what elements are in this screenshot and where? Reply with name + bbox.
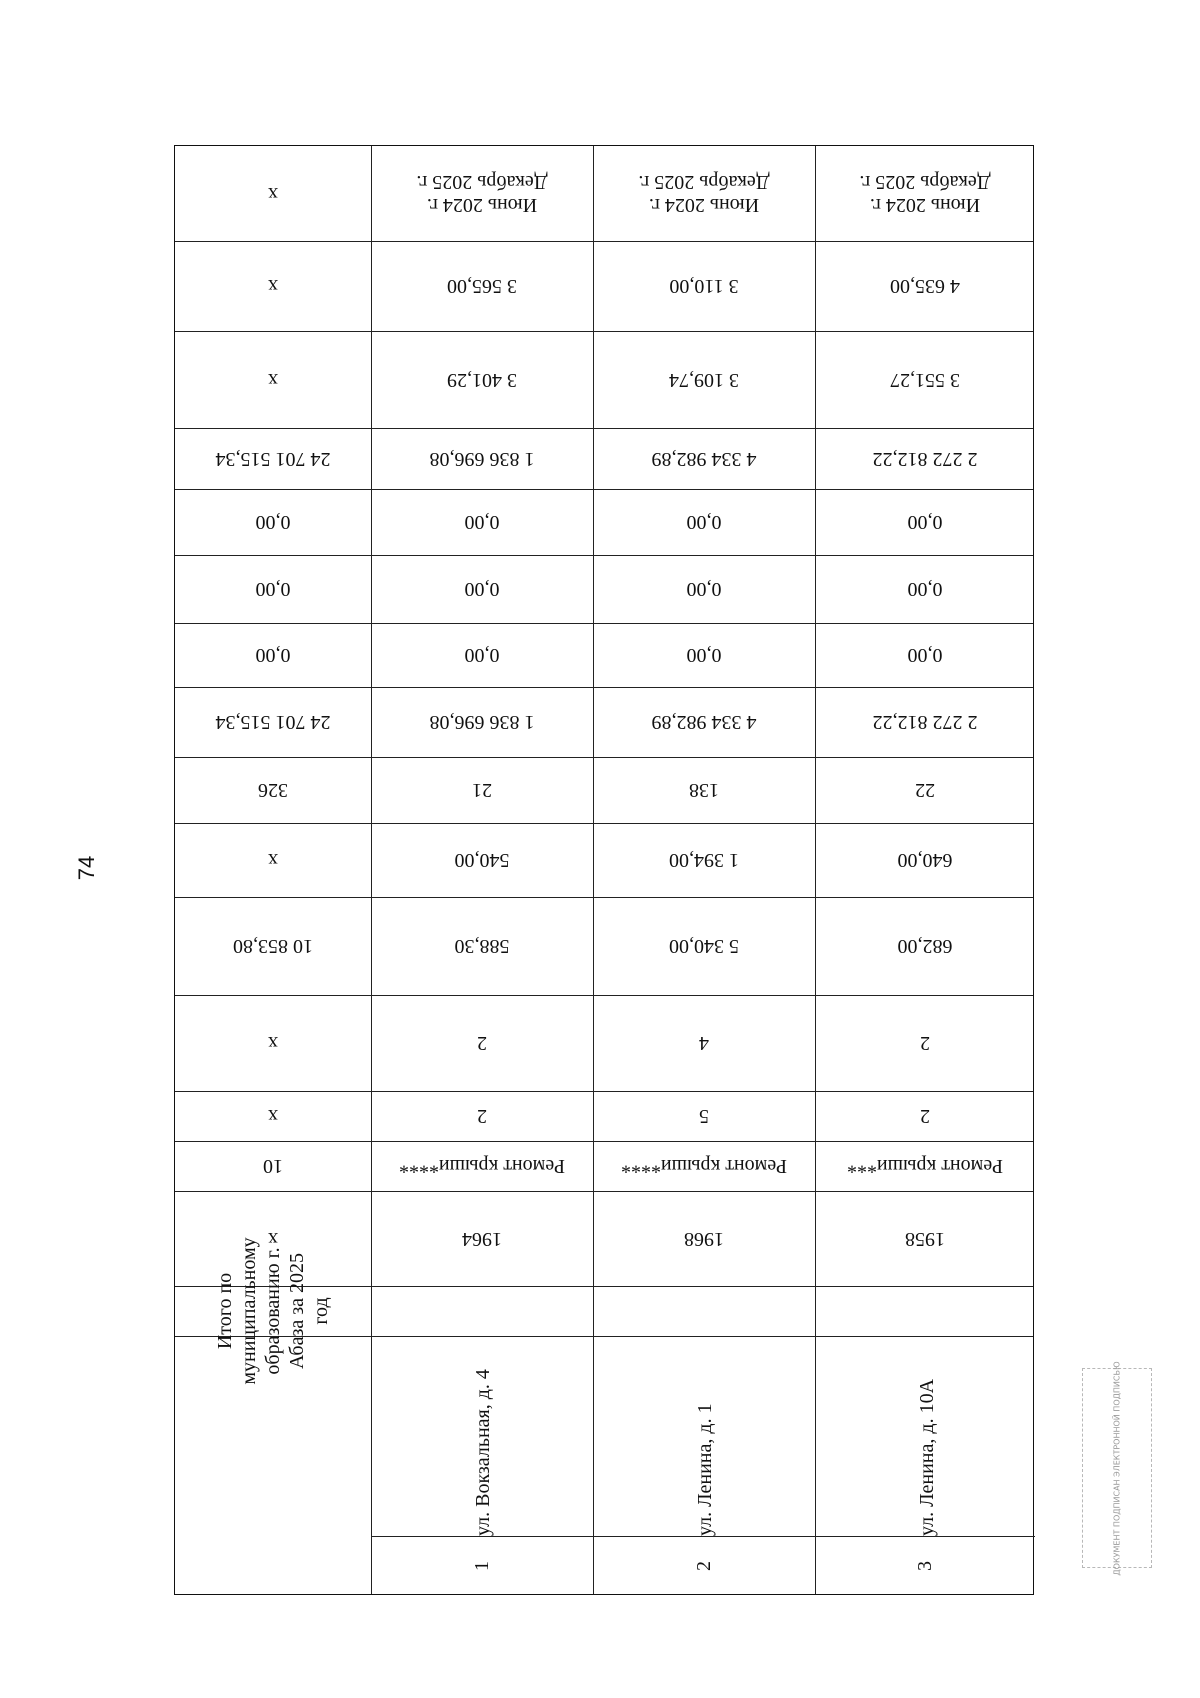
row-2-number-cell: 2 <box>693 1561 715 1571</box>
total-period-cell: х <box>268 183 278 205</box>
row-3-z2-cell: 0,00 <box>907 578 943 601</box>
total-label-cell: Итого по муниципальному образованию г. Абаза за 2025 год <box>214 1237 332 1385</box>
row-1-sum2-cell: 1 836 696,08 <box>429 448 535 470</box>
row-2-sum1-cell: 4 334 982,89 <box>651 711 757 734</box>
row-3-area-cell: 682,00 <box>897 935 953 958</box>
row-2-rate-cell: 3 109,74 <box>669 369 739 391</box>
row-1-sum1-cell: 1 836 696,08 <box>429 711 535 734</box>
total-area-cell: 10 853,80 <box>233 935 313 958</box>
row-3-address-cell: ул. Ленина, д. 10А <box>916 1378 938 1536</box>
period-end: Декабрь 2025 г. <box>859 171 991 194</box>
row-2-area2-cell: 1 394,00 <box>669 849 739 872</box>
row-2-z2-cell: 0,00 <box>686 578 722 601</box>
period-end: Декабрь 2025 г. <box>416 171 548 194</box>
row-2-work-cell: Ремонт крыши**** <box>620 1155 788 1178</box>
capital-repair-table <box>174 145 1034 1595</box>
row-2-address-cell: ул. Ленина, д. 1 <box>694 1403 716 1536</box>
total-c1-cell: х <box>268 1105 278 1128</box>
row-2-year-cell: 1968 <box>684 1228 724 1250</box>
row-2-z3-cell: 0,00 <box>686 511 722 534</box>
row-1-address-cell: ул. Вокзальная, д. 4 <box>472 1369 494 1536</box>
row-3-c2-cell: 2 <box>920 1032 930 1055</box>
row-1-z3-cell: 0,00 <box>464 511 500 534</box>
total-c2-cell: х <box>268 1032 278 1055</box>
row-2-area-cell: 5 340,00 <box>669 935 739 958</box>
period-end: Декабрь 2025 г. <box>638 171 770 194</box>
row-1-limit-cell: 3 565,00 <box>447 275 517 298</box>
row-3-c1-cell: 2 <box>920 1105 930 1128</box>
electronic-signature-stamp <box>1082 1360 1152 1576</box>
total-sum2-cell: 24 701 515,34 <box>215 448 331 470</box>
total-limit-cell: х <box>268 275 278 298</box>
row-3-sum1-cell: 2 272 812,22 <box>872 711 978 734</box>
row-3-number-cell: 3 <box>914 1561 936 1571</box>
row-3-residents-cell: 22 <box>915 779 935 802</box>
total-work-cell: 10 <box>263 1155 283 1178</box>
row-3-rate-cell: 3 551,27 <box>890 369 960 391</box>
row-1-residents-cell: 21 <box>472 779 492 802</box>
total-residents-cell: 326 <box>258 779 288 802</box>
row-2-c1-cell: 5 <box>699 1105 709 1128</box>
row-2-period-cell <box>593 146 815 241</box>
row-1-z1-cell: 0,00 <box>464 644 500 667</box>
total-year-cell: х <box>268 1228 278 1250</box>
row-1-c2-cell: 2 <box>477 1032 487 1055</box>
period-start: Июнь 2024 г. <box>426 194 538 217</box>
row-1-number-cell: 1 <box>471 1561 493 1571</box>
row-3-z1-cell: 0,00 <box>907 644 943 667</box>
row-1-area-cell: 588,30 <box>454 935 510 958</box>
row-2-sum2-cell: 4 334 982,89 <box>651 448 757 470</box>
row-1-period-cell <box>371 146 593 241</box>
total-z1-cell: 0,00 <box>255 644 291 667</box>
row-1-work-cell: Ремонт крыши**** <box>398 1155 566 1178</box>
row-2-limit-cell: 3 110,00 <box>669 275 739 298</box>
total-z2-cell: 0,00 <box>255 578 291 601</box>
row-2-z1-cell: 0,00 <box>686 644 722 667</box>
row-3-sum2-cell: 2 272 812,22 <box>872 448 978 470</box>
row-2-residents-cell: 138 <box>689 779 719 802</box>
page-number: 74 <box>74 855 99 881</box>
row-3-work-cell: Ремонт крыши*** <box>846 1155 1004 1178</box>
row-3-area2-cell: 640,00 <box>897 849 953 872</box>
stamp-text: ДОКУМЕНТ ПОДПИСАН ЭЛЕКТРОННОЙ ПОДПИСЬЮ <box>1112 1360 1122 1576</box>
row-3-year-cell: 1958 <box>905 1228 945 1250</box>
row-1-z2-cell: 0,00 <box>464 578 500 601</box>
row-1-area2-cell: 540,00 <box>454 849 510 872</box>
row-1-c1-cell: 2 <box>477 1105 487 1128</box>
row-1-rate-cell: 3 401,29 <box>447 369 517 391</box>
row-1-year-cell: 1964 <box>462 1228 502 1250</box>
total-area2-cell: х <box>268 849 278 872</box>
period-start: Июнь 2024 г. <box>869 194 981 217</box>
row-2-c2-cell: 4 <box>699 1032 709 1055</box>
period-start: Июнь 2024 г. <box>648 194 760 217</box>
row-3-z3-cell: 0,00 <box>907 511 943 534</box>
row-3-limit-cell: 4 635,00 <box>890 275 960 298</box>
total-rate-cell: х <box>268 369 278 391</box>
total-z3-cell: 0,00 <box>255 511 291 534</box>
row-3-period-cell <box>815 146 1035 241</box>
total-sum1-cell: 24 701 515,34 <box>215 711 331 734</box>
